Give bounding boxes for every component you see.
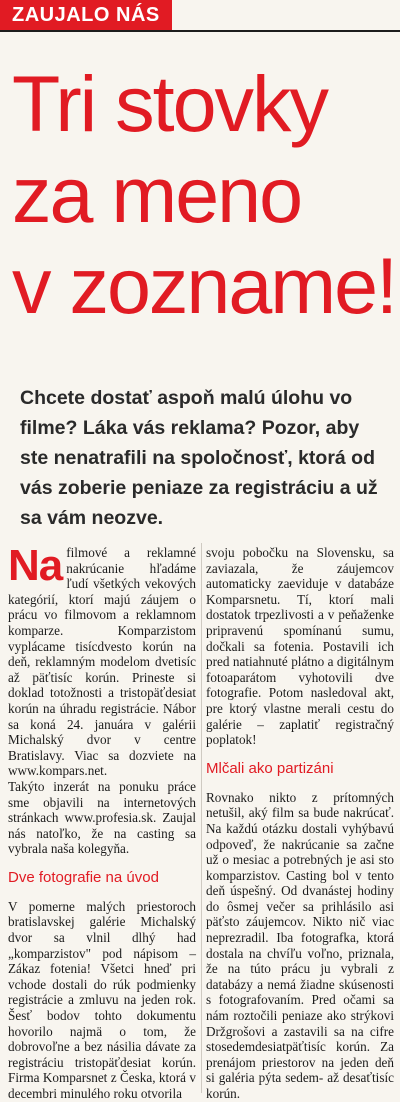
paragraph-3: V pomerne malých priestoroch bratislavskej galérie Michalský dvor sa vlnil dlhý had „komparzistov" pod nápisom – Zákaz fotenia! Všetci hneď pri vchode dostali do rúk podmienky registrácie a zmluvu na jeden rok. Šesť bodov tohto dokumentu hovorilo najmä o tom, že dobrovoľne a bez násilia dávate za registráciu tristopäťdesiat korún. Firma Komparsnet z Česka, ktorá v decembri minulého roku otvorila	[8, 898, 196, 1101]
paragraph-4: svoju pobočku na Slovensku, sa zaviazala, že záujemcov automaticky zaeviduje v databáze Komparsnetu. Tí, ktorí mali dostatok trpezlivosti a v peňaženke pripravenú spomínanú sumu, dočkali sa fotenia. Postavili ich pred natiahnuté plátno a digitálnym fotoaparátom vyhotovili dve fotografie. Potom nasledoval akt, pre ktorý vlastne merali cestu do galérie – zaplatiť registračný poplatok!	[206, 545, 394, 748]
headline	[12, 58, 400, 331]
dropcap: Na	[8, 541, 63, 590]
paragraph-1	[8, 541, 196, 779]
paragraph-2: Takýto inzerát na ponuku práce sme objavili na internetových stránkach www.profesia.sk. Zaujal nás natoľko, že na casting sa vybrala naša kolegyňa.	[8, 778, 196, 857]
subhead-2: Mlčali ako partizáni	[206, 759, 334, 777]
headline-line-2: za meno	[12, 150, 302, 239]
column-right	[206, 545, 394, 1102]
kicker-rule	[0, 30, 400, 32]
section-kicker: ZAUJALO NÁS	[0, 0, 172, 30]
headline-line-3: v zozname!	[12, 241, 396, 330]
paragraph-5: Rovnako nikto z prítomných netušil, aký film sa bude nakrúcať. Na každú otázku dostali vyhýbavú odpoveď, že nakrúcanie sa začne už o mesiac a potrebných je asi sto komparzistov. Casting bol v tento deň úspešný. Od dvanástej hodiny do ôsmej večer sa prihlásilo asi päťsto záujemcov. Nikto nič viac neprezradil. Iba fotografka, ktorá dostala na chvíľu voľno, priznala, že na túto prácu ju vybrali z databázy a nemá žiadne skúsenosti s fotografovaním. Pred očami sa nám roztočili peniaze ako strýkovi Držgrošovi a zastavili sa na cifre stosedemdesiatpäťtisíc korún. Za prenájom priestorov na jeden deň si galéria pýta sedem- až desaťtisíc korún.	[206, 789, 394, 1101]
subhead-1: Dve fotografie na úvod	[8, 868, 159, 886]
column-divider	[201, 543, 202, 1093]
lead-paragraph: Chcete dostať aspoň malú úlohu vo filme? Láka vás reklama? Pozor, aby ste nenatrafili na spoločnosť, ktorá od vás zoberie peniaze za registráciu a už sa vám neozve.	[20, 387, 378, 529]
paragraph-1-text: filmové a reklamné nakrúcanie hľadáme ľudí všetkých vekových kategórií, ktorí majú záujem o prácu vo filmovom a reklamnom komparze. Komparzistom vyplácame tisícdvesto korún na deň, reklamným modelom dvetisíc až päťtisíc korún. Prineste si doklad totožnosti a tristopäťdesiat korún na úhradu registrácie. Nábor sa koná 24. januára v galérii Michalský dvor v centre Bratislavy. Viac sa dozviete na www.kompars.net.	[8, 545, 196, 779]
column-left	[8, 541, 196, 1102]
headline-line-1: Tri stovky	[12, 59, 328, 148]
